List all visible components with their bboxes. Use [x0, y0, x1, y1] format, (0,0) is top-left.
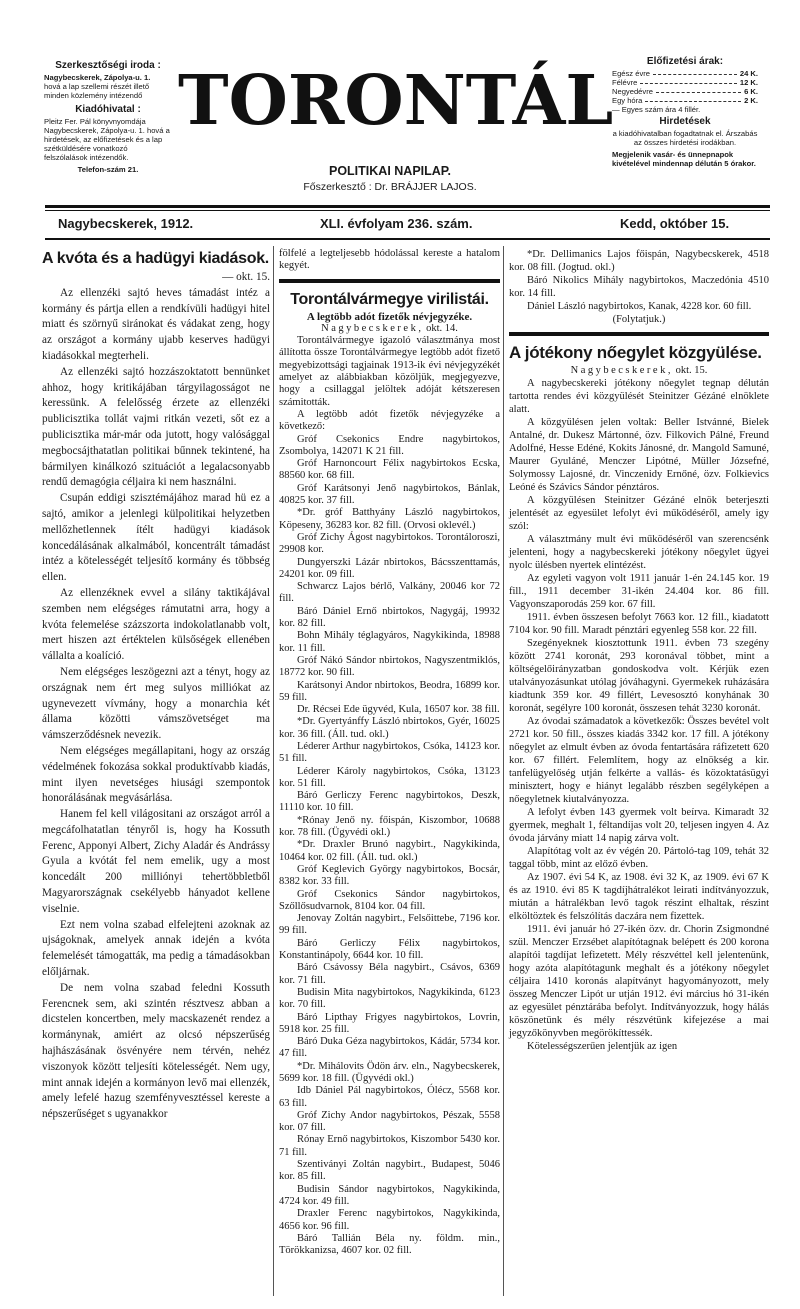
leader-dashes — [645, 96, 741, 102]
taxpayer-entry: Szentiványi Zoltán nagybirt., Budapest, 5046 kor. 85 fill. — [279, 1159, 500, 1183]
paragraph: A legtöbb adót fizetők névjegyzéke a következő: — [279, 408, 500, 433]
price-row — [612, 69, 758, 78]
taxpayer-entry: *Rónay Jenő ny. főispán, Kiszombor, 10688 kor. 78 fill. (Ügyvédi okl.) — [279, 814, 500, 839]
issue-date: Kedd, október 15. — [620, 216, 730, 231]
article-body-continued — [509, 248, 769, 313]
taxpayer-entry: Gróf Karátsonyi Jenő nagybirtokos, Bánlak, 40825 kor. 37 fill. — [279, 482, 500, 507]
subscription-box — [612, 56, 758, 168]
taxpayer-entry: Budisin Mita nagybirtokos, Nagykikinda, 6123 kor. 70 fill. — [279, 986, 500, 1011]
taxpayer-entry: *Dr. Mihálovits Ödön árv. eln., Nagybecskerek, 5699 kor. 18 fill. (Ügyvédi okl.) — [279, 1060, 500, 1084]
dateline-date: okt. 14. — [426, 322, 458, 334]
taxpayer-entry: Báró Csávossy Béla nagybirt., Csávos, 6369 kor. 71 fill. — [279, 962, 500, 986]
taxpayer-entry: Báró Nikolics Mihály nagybirtokos, Maczedónia 4510 kor. 14 fill. — [509, 275, 769, 299]
taxpayer-entry: Idb Dániel Pál nagybirtokos, Ólécz, 5568 kor. 63 fill. — [279, 1085, 500, 1109]
price-period: Egész évre — [612, 69, 650, 78]
dateline-date: okt. 15. — [675, 365, 708, 376]
taxpayer-entry: Draxler Ferenc nagybirtokos, Nagykikinda, 4656 kor. 96 fill. — [279, 1208, 500, 1232]
paragraph: Hanem fel kell világositani az országot arról a megcáfolhatatlan tényről is, hogy ha Kossuth Ferenc, Apponyi Albert, Zichy Aladár és Andrássy Gyula a kvótát fel nem emelik, ugy a most koncedált 200 milliónyi tehertöbbletből Magyarországnak csekélyebb hányadot kellene viselnie. — [42, 808, 270, 915]
article-continuation: fölfelé a legteljesebb hódolással kereste a hatalom kegyét. — [279, 248, 500, 272]
taxpayer-entry: Léderer Arthur nagybirtokos, Csóka, 14123 kor. 51 fill. — [279, 740, 500, 765]
paragraph: A közgyülésen Steinitzer Gézáné elnök beterjeszti jelentését az egyesület lefolyt évi működéséről, amely igy szól: — [509, 495, 769, 532]
paragraph: Alapítótag volt az év végén 20. Pártoló-tag 109, tehát 32 taggal több, mint az előző évben. — [509, 846, 769, 870]
header-rule-thin — [45, 210, 770, 211]
article-dateline: — okt. 15. — [222, 271, 270, 283]
paragraph: 1911. évben összesen befolyt 7663 kor. 12 fill., kiadatott 7104 kor. 90 fill. Maradt pénztári egyenleg 558 kor. 22 fill. — [509, 612, 769, 636]
paragraph: 1911. évi január hó 27-ikén özv. dr. Chorin Zsigmondné szül. Menczer Erzsébet alapítótagnak belépett és 200 korona alapítói tagdíjat lefizetett. Mély részvéttel kell jelentenünk, hogy azóta alapítótagunk meghalt és a jótékony nőegylet céljaira 1410 koronás alapítványt hagyományozott, mely összeg Menczer Lipót ur utján 1912. évi március hó 31-ikén az egyesület pénztárába befolyt. Indítványozzuk, hogy hálás köszönetünk és mély részvétünk kifejezése a mai jegyzőkönyvben megörökíttessék. — [509, 924, 769, 1039]
price-value: 2 K. — [744, 96, 758, 105]
paragraph: Ezt nem volna szabad elfelejteni azoknak az ujságoknak, amelyek annak idején a kvóta felemelését támogatták, ma pedig a támadásokban előljárnak. — [42, 918, 270, 979]
article-body — [509, 377, 769, 1053]
leader-dashes — [656, 87, 741, 93]
publisher-office-text: Pleitz Fer. Pál könyvnyomdája Nagybecskerek, Zápolya-u. 1. hová a hirdetések, az előfizetések és a lap szétküldésére vonatkozó felszólalások intézendők. — [44, 117, 170, 162]
price-period: Egy hóra — [612, 96, 643, 105]
article-title: A jótékony nőegylet közgyülése. — [509, 343, 762, 362]
ads-text: a kiadóhivatalban fogadtatnak el. Árszabás az összes hirdetési irodákban. — [612, 129, 758, 147]
paragraph: Csupán eddigi szisztémájához marad hü ez a sajtó, amikor a jelenlegi külpolitikai helyzetben mellőzhetlennek ítélt hadügyi kiadások koncedálásának alkalmából, koncentrált támadást intéz a kötelességét teljesítő kormány és többség ellen. — [42, 492, 270, 584]
article-title: Torontálvármegye virilistái. — [290, 290, 489, 308]
leader-dashes — [653, 69, 737, 75]
taxpayer-entry: Báró Lipthay Frigyes nagybirtokos, Lovrin, 5918 kor. 25 fill. — [279, 1011, 500, 1035]
price-value: 12 K. — [739, 78, 758, 87]
taxpayer-entry: Báró Gerliczy Félix nagybirtokos, Konstantinápoly, 6644 kor. 10 fill. — [279, 937, 500, 962]
paragraph: Az ellenzéknek evvel a silány taktikájával szemben nem elégséges rámutatni arra, hogy a kvóta felemelése százszorta indokolatlanabb volt, mert hiszen azt értéktelen külsőségek ellenében vállalta a koalíció. — [42, 586, 270, 663]
editorial-office-text: hová a lap szellemi részét illető minden közlemény intézendő — [44, 82, 150, 100]
taxpayer-entry: Báró Duka Géza nagybirtokos, Kádár, 5734 kor. 47 fill. — [279, 1036, 500, 1060]
article-title: A kvóta és a hadügyi kiadások. — [42, 250, 269, 267]
phone-number: Telefon-szám 21. — [77, 165, 139, 174]
masthead-subtitle: POLITIKAI NAPILAP. — [328, 164, 451, 178]
paragraph: Kötelességszerűen jelentjük az igen — [527, 1041, 678, 1052]
taxpayer-entry: Gróf Harnoncourt Félix nagybirtokos Ecska, 88560 kor. 68 fill. — [279, 458, 500, 482]
price-row — [612, 78, 758, 87]
single-copy-price: — Egyes szám ára 4 fillér. — [612, 105, 701, 114]
taxpayer-entry: Gróf Keglevich György nagybirtokos, Bocsár, 8382 kor. 33 fill. — [279, 863, 500, 888]
taxpayer-entry: *Dr. gróf Batthyány László nagybirtokos, Köpeseny, 36283 kor. 82 fill. (Orvosi oklevél.) — [279, 507, 500, 531]
price-row — [612, 96, 758, 105]
taxpayer-entry: Schwarcz Lajos bérlő, Valkány, 20046 kor 72 fill. — [279, 581, 500, 605]
price-row — [612, 87, 758, 96]
taxpayer-entry: Gróf Nákó Sándor nbirtokos, Nagyszentmiklós, 18772 kor. 90 fill. — [279, 654, 500, 679]
taxpayer-entry: Gróf Csekonics Sándor nagybirtokos, Szőllősudvarnok, 8104 kor. 04 fill. — [279, 888, 500, 912]
taxpayer-entry: Karátsonyi Andor nbirtokos, Beodra, 16899 kor. 59 fill. — [279, 679, 500, 703]
taxpayer-entry: Báró Gerliczy Ferenc nagybirtokos, Deszk, 11110 kor. 10 fill. — [279, 790, 500, 814]
paragraph: Nem elégséges leszögezni azt a tényt, hogy az országnak nem ért meg sulyos milliókat az ugynevezett vívmány, hogy a monarchia két állama közötti vámszövetséget ma vámszerződésnek nevezik. — [42, 665, 270, 742]
article-subtitle: A legtöbb adót fizetők névjegyzéke. — [306, 310, 473, 323]
taxpayer-entry: Dániel László nagybirtokos, Kanak, 4228 kor. 60 fill. — [527, 301, 752, 312]
column-3 — [509, 248, 769, 1053]
paragraph: Az ellenzéki sajtó hozzászoktatott bennünket ahhoz, hogy kritikájában tárgyilagosságot ne keressünk. A felelősség érzete az ellenzéki publicisztika tollát vajmi ritkán vezeti, sőt ez a publicisztika már-már oda jutott, hogy valósággal megbocsájthatatlan politikai bűnnek tekintené, ha bármilyen kinálkozó szituációt a legalacsonyabb rendű demagógia céljaira ki nem használni. — [42, 365, 270, 489]
paragraph: Szegényeknek kiosztottunk 1911. évben 73 szegény között 2741 koronát, 293 koronával többet, mint a költségelőirányzatban gondoskodva volt. Kérjük ezen utalványozásunkat utólag jóváhagyni. Gyermekek ruházására kiadtunk 359 kor. 49 fillért, Levesosztó konyhának 30 koronát, segélyre 100 koronát, összesen tehát 3230 koronát. — [509, 638, 769, 714]
paragraph: Nem elégséges megállapitani, hogy az ország védelmének fokozása sokkal produktívabb kiadás, mint ilyen nevetséges hiusági szempontok honorálásának megvásárlása. — [42, 744, 270, 805]
section-rule — [509, 332, 769, 336]
taxpayer-entry: Rónay Ernő nagybirtokos, Kiszombor 5430 kor. 71 fill. — [279, 1134, 500, 1158]
taxpayer-entry: Gróf Zichy Andor nagybirtokos, Pészak, 5558 kor. 07 fill. — [279, 1109, 500, 1134]
taxpayer-entry: Gróf Zichy Ágost nagybirtokos. Torontáloroszi, 29908 kor. — [279, 531, 500, 556]
article-body — [279, 335, 500, 1257]
taxpayer-entry: Dungyerszki Lázár nbirtokos, Bácsszenttamás, 24201 kor. 09 fill. — [279, 556, 500, 580]
taxpayer-entry: Jenovay Zoltán nagybirt., Felsőittebe, 7196 kor. 99 fill. — [279, 913, 500, 937]
price-value: 24 K. — [739, 69, 758, 78]
paragraph: A nagybecskereki jótékony nőegylet tegnap délután tartotta rendes évi közgyülését Steinitzer Gézáné elnöklete alatt. — [509, 378, 769, 415]
paragraph: Az egyleti vagyon volt 1911 január 1-én 24.145 kor. 19 fill., 1911 december 31-ikén 24.404 kor. 86 fill. Vagyonszaporodás 259 kor. 67 fill. — [509, 573, 769, 610]
publisher-office-title: Kiadóhivatal : — [75, 104, 141, 115]
column-divider — [503, 246, 504, 1296]
dateline-place: Nagybecskerek, — [321, 322, 424, 334]
taxpayer-entry: Gróf Csekonics Endre nagybirtokos, Zsombolya, 142071 K 21 fill. — [279, 433, 500, 457]
price-period: Negyedévre — [612, 87, 653, 96]
masthead-title: TORONTÁL — [178, 61, 614, 141]
taxpayer-entry: *Dr. Dellimanics Lajos főispán, Nagybecskerek, 4518 kor. 08 fill. (Jogtud. okl.) — [509, 249, 769, 273]
subscription-prices-title: Előfizetési árak: — [646, 56, 724, 67]
paragraph: A választmány mult évi működéséről van szerencsénk jelenteni, hogy a nagybecskereki jótékony nőegylet ügyei nyolc ülésben nyertek elintézést. — [509, 534, 769, 571]
taxpayer-entry: Léderer Károly nagybirtokos, Csóka, 13123 kor. 51 fill. — [279, 765, 500, 789]
issue-volume-number: XLI. évfolyam 236. szám. — [320, 216, 473, 231]
paragraph: De nem volna szabad feledni Kossuth Ferencnek sem, aki szintén résztvesz abban a dicstelen koncertben, mely macskazenét rendez a kormánynak, amiért az olcsó népszerűség hajhászásának ösvényére nem térvén, nehéz viszonyok között teljesíti kötelességét. Nem ugy, mint annak idején a kormányon levő mai ellenzék, amely lefelé hazug szemfényvesztéssel kereste a népszerűséget s ugyanakkor — [42, 981, 270, 1121]
editorial-office-address: Nagybecskerek, Zápolya-u. 1. — [44, 73, 151, 82]
paragraph: Torontálvármegye igazoló választmánya most állította össze Torontálvármegye legtöbb adót fizető megyebizottsági tagjainak 1913-ik évi névjegyzékét amelyet az alábbiakban közöljük, megjegyezve, hogy a csillaggal jelöltek adóját kétszeresen számitották. — [279, 335, 500, 408]
editorial-office-title: Szerkesztőségi iroda : — [55, 60, 161, 71]
publication-schedule: Megjelenik vasár- és ünnepnapok kivételével mindennap délután 5 órakor. — [612, 150, 756, 168]
article-body — [42, 286, 270, 1123]
taxpayer-entry: *Dr. Gyertyánffy László nbirtokos, Gyér, 16025 kor. 36 fill. (Áll. tud. okl.) — [279, 716, 500, 740]
header-rule — [45, 205, 770, 208]
paragraph: Az 1907. évi 54 K, az 1908. évi 32 K, az 1909. évi 67 K és az 1910. évi 85 K tagdíjhátralékot leirati indítványozzuk, miután a hátralékban levő tagok részint elhaltak, részint elköltöztek és felszólítás daczára nem fizettek. — [509, 872, 769, 922]
price-value: 6 K. — [744, 87, 758, 96]
editor-in-chief: Főszerkesztő : Dr. BRÁJJER LAJOS. — [303, 181, 477, 193]
taxpayer-entry: Bohn Mihály téglagyáros, Nagykikinda, 18988 kor. 11 fill. — [279, 630, 500, 654]
paragraph: Az óvodai számadatok a következők: Összes bevétel volt 2721 kor. 50 fill., összes kiadás 3342 kor. 17 fill. A jótékony nőegylet az elmult évben az óvoda fentartására ráfizetett 620 kor. 67 fillért. Felemlítem, hogy az elnökség a kir. tanfelügyelőség utján felkérte a vallás- és közoktatásügyi minisztert, hogy e hiányt legalább részben segélyképen a nőegyletnek kiutalványozza. — [509, 716, 769, 805]
ads-title: Hirdetések — [659, 116, 711, 127]
column-2 — [279, 248, 500, 1257]
taxpayer-entry: Báró Tallián Béla ny. földm. min., Törökkanizsa, 4607 kor. 02 fill. — [279, 1232, 500, 1257]
leader-dashes — [640, 78, 737, 84]
taxpayer-entry: Budisin Sándor nagybirtokos, Nagykikinda, 4724 kor. 49 fill. — [279, 1183, 500, 1207]
taxpayer-entry: Báró Dániel Ernő nbirtokos, Nagygáj, 19932 kor. 82 fill. — [279, 605, 500, 630]
to-be-continued: (Folytatjuk.) — [612, 314, 666, 325]
section-rule — [279, 279, 500, 283]
paragraph: Az ellenzéki sajtó heves támadást intéz a kormány és pártja ellen a rendkívüli hadügyi hitel miatt és szörnyű siránokat és vádakat zeng, hogy az országot a kormány ujabb keserves hadügyi kiadásokkal megterheli. — [42, 286, 270, 362]
column-1 — [42, 248, 270, 1123]
price-period: Félévre — [612, 78, 638, 87]
paragraph: A közgyülésen jelen voltak: Beller Istvánné, Bielek Antalné, dr. Dukesz Mártonné, özv. Filkovich Pálné, Freund Adolfné, Hesse Edéné, Kokits Jánosné, dr. Mangold Samuné, Maurer Gyuláné, Menczer Lipótné, Müller Józsefné, Solymossy Lajosné, dr. Vinczenidy Ernőné, özv. Folkievics Leóné és Szávics Sándor pénztáros. — [509, 417, 769, 493]
editorial-office-box — [44, 60, 172, 174]
issue-place-year: Nagybecskerek, 1912. — [58, 216, 194, 231]
paragraph: A lefolyt évben 143 gyermek volt beírva. Kimaradt 32 gyermek, meghalt 1, féltandíjas volt 20, teljesen ingyen 4. Az óvoda járvány miatt 14 napig zárva volt. — [509, 807, 769, 844]
dateline-place: Nagybecskerek, — [570, 365, 673, 376]
column-divider — [273, 246, 274, 1296]
taxpayer-entry: *Dr. Draxler Brunó nagybirt., Nagykikinda, 10464 kor. 02 fill. (Áll. tud. okl.) — [279, 839, 500, 863]
taxpayer-entry: Dr. Récsei Ede ügyvéd, Kula, 16507 kor. 38 fill. — [297, 704, 500, 716]
price-list — [612, 69, 758, 105]
dateline-rule — [45, 238, 770, 240]
